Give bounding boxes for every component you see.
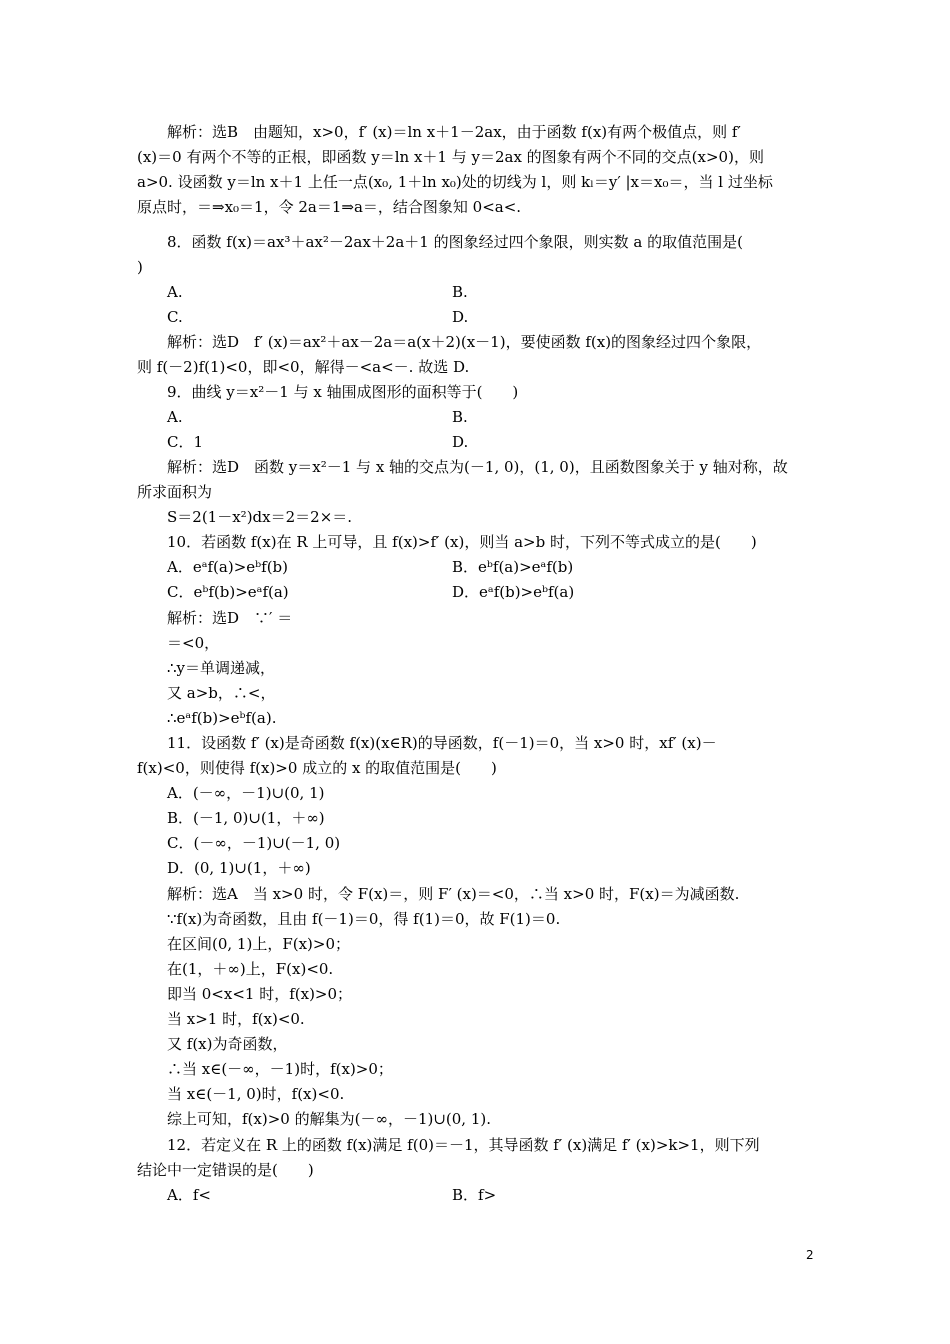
solution-11-line-5: 即当 0<x<1 时，f(x)>0； <box>167 985 353 1003</box>
solution-11-line-3: 在区间(0, 1)上，F(x)>0； <box>167 935 351 953</box>
question-9-option-d: D. <box>452 433 469 451</box>
solution-11-line-8: ∴当 x∈(－∞，－1)时，f(x)>0； <box>167 1060 393 1078</box>
question-11-stem-cont: f(x)<0，则使得 f(x)>0 成立的 x 的取值范围是( ) <box>137 759 497 777</box>
solution-9-line-1: 解析：选D 函数 y＝x²－1 与 x 轴的交点为(－1, 0)，(1, 0)，且函数图象关于 y 轴对称，故 <box>167 458 788 476</box>
question-10-option-b: B．eᵇf(a)>eᵃf(b) <box>452 558 574 576</box>
question-10-option-d: D．eᵃf(b)>eᵇf(a) <box>452 583 575 601</box>
solution-9-line-2: 所求面积为 <box>137 483 213 501</box>
solution-10-line-1: 解析：选D ∵′ ＝ <box>167 609 293 627</box>
question-9-option-b: B. <box>452 408 468 426</box>
solution-10-line-3: ∴y＝单调递减， <box>167 659 276 677</box>
question-11-option-a: A．(－∞，－1)∪(0, 1) <box>167 784 325 802</box>
page-number: 2 <box>806 1248 814 1262</box>
question-8-option-c: C. <box>167 308 183 326</box>
question-9-option-c: C．1 <box>167 433 204 451</box>
solution-7-line-4: 原点时，＝⇒x₀＝1，令 2a＝1⇒a＝，结合图象知 0<a<. <box>137 198 522 216</box>
solution-8-line-1: 解析：选D f′ (x)＝ax²＋ax－2a＝a(x＋2)(x－1)，要使函数 f(x)的图象经过四个象限， <box>167 333 762 351</box>
question-11-option-c: C．(－∞，－1)∪(－1, 0) <box>167 834 341 852</box>
question-8-option-b: B. <box>452 283 468 301</box>
question-8-stem-cont: ) <box>137 258 143 276</box>
question-8-option-d: D. <box>452 308 469 326</box>
solution-7-line-2: (x)＝0 有两个不等的正根，即函数 y＝ln x＋1 与 y＝2ax 的图象有两个不同的交点(x>0)，则 <box>137 148 764 166</box>
question-8-option-a: A. <box>167 283 183 301</box>
solution-11-line-2: ∵f(x)为奇函数，且由 f(－1)＝0，得 f(1)＝0，故 F(1)＝0. <box>167 910 561 928</box>
question-10-option-c: C．eᵇf(b)>eᵃf(a) <box>167 583 289 601</box>
question-11-option-d: D．(0, 1)∪(1，＋∞) <box>167 859 311 877</box>
solution-11-line-6: 当 x>1 时，f(x)<0. <box>167 1010 305 1028</box>
question-12-stem: 12．若定义在 R 上的函数 f(x)满足 f(0)＝－1，其导函数 f′ (x)满足 f′ (x)>k>1，则下列 <box>167 1136 760 1154</box>
solution-8-line-2: 则 f(－2)f(1)<0，即<0，解得－<a<－. 故选 D. <box>137 358 470 376</box>
question-11-stem: 11．设函数 f′ (x)是奇函数 f(x)(x∈R)的导函数，f(－1)＝0，当 x>0 时，xf′ (x)－ <box>167 734 717 752</box>
question-12-option-b: B．f> <box>452 1186 497 1204</box>
question-10-stem: 10．若函数 f(x)在 R 上可导，且 f(x)>f′ (x)，则当 a>b 时，下列不等式成立的是( ) <box>167 533 757 551</box>
question-8-stem: 8．函数 f(x)＝ax³＋ax²－2ax＋2a＋1 的图象经过四个象限，则实数 a 的取值范围是( <box>167 233 743 251</box>
solution-10-line-2: ＝<0， <box>167 634 220 652</box>
question-11-option-b: B．(－1, 0)∪(1，＋∞) <box>167 809 325 827</box>
question-9-stem: 9．曲线 y＝x²－1 与 x 轴围成图形的面积等于( ) <box>167 383 519 401</box>
solution-7-line-1: 解析：选B 由题知，x>0，f′ (x)＝ln x＋1－2ax，由于函数 f(x)有两个极值点，则 f′ <box>167 123 741 141</box>
solution-7-line-3: a>0. 设函数 y＝ln x＋1 上任一点(x₀, 1＋ln x₀)处的切线为 l，则 kₗ＝y′ |x＝x₀＝，当 l 过坐标 <box>137 173 773 191</box>
question-10-option-a: A．eᵃf(a)>eᵇf(b) <box>167 558 288 576</box>
solution-10-line-5: ∴eᵃf(b)>eᵇf(a). <box>167 709 277 727</box>
question-12-stem-cont: 结论中一定错误的是( ) <box>137 1161 314 1179</box>
solution-10-line-4: 又 a>b，∴<， <box>167 684 276 702</box>
question-9-option-a: A. <box>167 408 183 426</box>
question-12-option-a: A．f< <box>167 1186 211 1204</box>
solution-9-line-3: S＝2(1－x²)dx＝2＝2×＝. <box>167 508 353 526</box>
solution-11-line-4: 在(1，＋∞)上，F(x)<0. <box>167 960 334 978</box>
solution-11-line-10: 综上可知，f(x)>0 的解集为(－∞，－1)∪(0, 1). <box>167 1110 492 1128</box>
solution-11-line-7: 又 f(x)为奇函数， <box>167 1035 288 1053</box>
solution-11-line-1: 解析：选A 当 x>0 时，令 F(x)＝，则 F′ (x)＝<0，∴当 x>0 时，F(x)＝为减函数. <box>167 885 740 903</box>
solution-11-line-9: 当 x∈(－1, 0)时，f(x)<0. <box>167 1085 345 1103</box>
